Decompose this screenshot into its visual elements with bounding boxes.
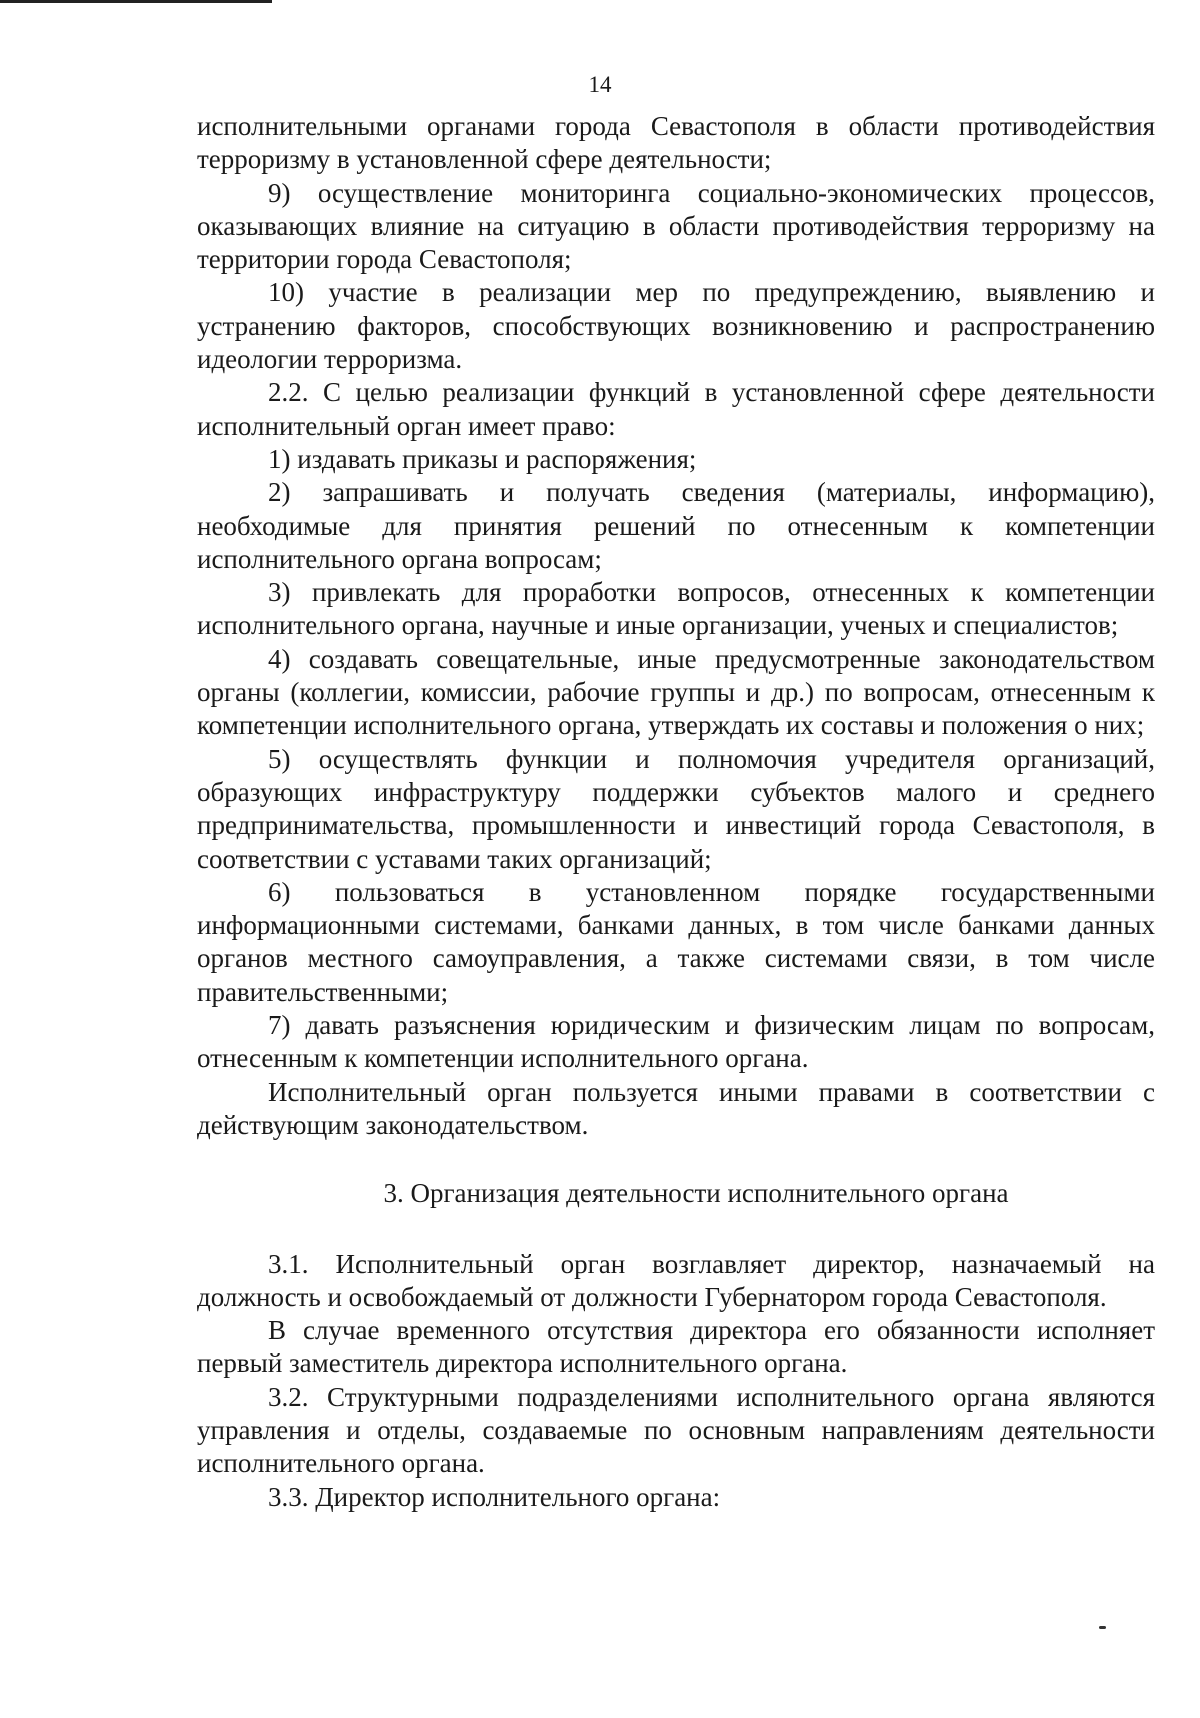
document-body bbox=[197, 110, 1155, 1514]
right-item-4: 4) создавать совещательные, иные предусмотренные законодательством органы (коллегии, комиссии, рабочие группы и др.) по вопросам, отнесенным к компетенции исполнительного органа, утверждать их составы и положения о них; bbox=[197, 643, 1155, 741]
section-heading: 3. Организация деятельности исполнительного органа bbox=[383, 1178, 1009, 1209]
list-item-9: 9) осуществление мониторинга социально-экономических процессов, оказывающих влияние на ситуацию в области противодействия терроризму на территории города Севастополя; bbox=[197, 177, 1155, 275]
right-item-1: 1) издавать приказы и распоряжения; bbox=[268, 443, 697, 474]
paragraph-continuation: исполнительными органами города Севастополя в области противодействия терроризму в установленной сфере деятельности; bbox=[197, 111, 1155, 175]
deputy-paragraph: В случае временного отсутствия директора его обязанности исполняет первый заместитель директора исполнительного органа. bbox=[197, 1315, 1155, 1379]
right-item-5: 5) осуществлять функции и полномочия учредителя организаций, образующих инфраструктуру поддержки субъектов малого и среднего предпринимательства, промышленности и инвестиций города Севастополя, в соответствии с уставами таких организаций; bbox=[197, 743, 1155, 874]
right-item-2: 2) запрашивать и получать сведения (материалы, информацию), необходимые для принятия решений по отнесенным к компетенции исполнительного органа вопросам; bbox=[197, 477, 1155, 574]
scan-artifact-mark bbox=[1099, 1626, 1106, 1629]
clause-3-1: 3.1. Исполнительный орган возглавляет директор, назначаемый на должность и освобождаемый от должности Губернатором города Севастополя. bbox=[197, 1248, 1155, 1312]
other-rights-paragraph: Исполнительный орган пользуется иными правами в соответствии с действующим законодательством. bbox=[197, 1076, 1155, 1140]
clause-3-2: 3.2. Структурными подразделениями исполнительного органа являются управления и отделы, создаваемые по основным направлениям деятельности исполнительного органа. bbox=[197, 1381, 1155, 1479]
page-number: 14 bbox=[588, 72, 612, 97]
right-item-7: 7) давать разъяснения юридическим и физическим лицам по вопросам, отнесенным к компетенции исполнительного органа. bbox=[197, 1010, 1155, 1074]
clause-3-3: 3.3. Директор исполнительного органа: bbox=[268, 1481, 721, 1512]
right-item-3: 3) привлекать для проработки вопросов, отнесенных к компетенции исполнительного органа, научные и иные организации, ученых и специалистов; bbox=[197, 577, 1155, 641]
right-item-6: 6) пользоваться в установленном порядке государственными информационными системами, банками данных, в том числе банками данных органов местного самоуправления, а также системами связи, в том числе правительственными; bbox=[197, 876, 1155, 1007]
clause-2-2: 2.2. С целью реализации функций в установленной сфере деятельности исполнительный орган имеет право: bbox=[197, 377, 1155, 441]
list-item-10: 10) участие в реализации мер по предупреждению, выявлению и устранению факторов, способствующих возникновению и распространению идеологии терроризма. bbox=[197, 277, 1155, 375]
scan-edge-mark bbox=[0, 0, 272, 3]
